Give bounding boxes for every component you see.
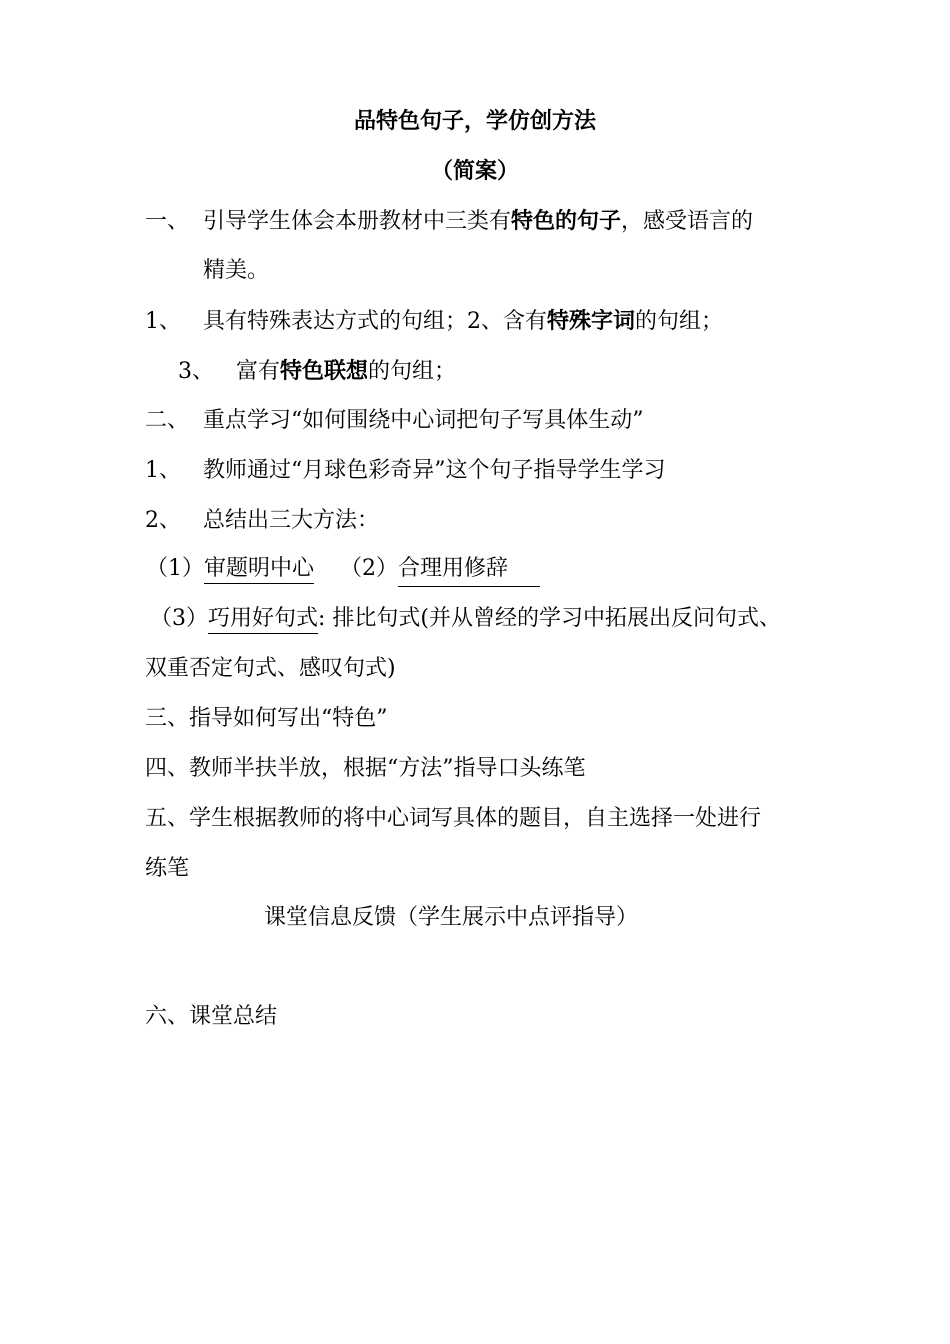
method-2-number: （2） xyxy=(340,556,399,581)
item-3-text-a: 富有 xyxy=(236,359,281,384)
section-6: 六、课堂总结 xyxy=(145,1004,278,1029)
item-1-bold: 特殊字词 xyxy=(547,308,636,334)
section-2-item-2-number: 2、 xyxy=(145,508,181,533)
item-3-number: 3、 xyxy=(178,359,214,384)
section-1-number: 一、 xyxy=(145,209,190,234)
item-3 xyxy=(178,356,456,387)
item-3-text-b: 的句组； xyxy=(368,359,457,384)
doc-title: 品特色句子，学仿创方法 xyxy=(353,108,596,134)
doc-subtitle: （简案） xyxy=(430,158,519,184)
method-1-number: （1） xyxy=(146,556,204,581)
method-2-text: 合理用修辞 xyxy=(398,554,540,587)
section-5-continuation: 练笔 xyxy=(145,856,190,881)
item-3-bold: 特色联想 xyxy=(280,358,369,384)
item-1-text-b: 的句组； xyxy=(635,309,724,334)
section-1 xyxy=(145,206,753,237)
section-4: 四、教师半扶半放，根据“方法”指导口头练笔 xyxy=(145,756,586,781)
item-1-text-a: 具有特殊表达方式的句组；2、含有 xyxy=(203,309,547,334)
method-3-number: （3） xyxy=(150,606,208,631)
methods-line-2 xyxy=(150,604,781,634)
method-3-text: 巧用好句式 xyxy=(208,606,318,634)
section-2-item-1 xyxy=(145,456,666,486)
section-5: 五、学生根据教师的将中心词写具体的题目，自主选择一处进行 xyxy=(145,806,762,831)
method-3-continuation: 双重否定句式、感叹句式) xyxy=(145,656,396,681)
method-3-detail: : 排比句式(并从曾经的学习中拓展出反问句式、 xyxy=(318,606,782,631)
section-2-item-2-text: 总结出三大方法： xyxy=(203,508,380,533)
section-1-continuation: 精美。 xyxy=(203,258,270,283)
method-1-text: 审题明中心 xyxy=(204,556,314,584)
methods-line-1 xyxy=(146,554,540,587)
section-1-text-a: 引导学生体会本册教材中三类有 xyxy=(203,209,512,234)
section-3: 三、指导如何写出“特色” xyxy=(145,706,388,731)
section-1-bold: 特色的句子 xyxy=(511,208,622,234)
section-2-number: 二、 xyxy=(145,408,190,433)
section-1-text-b: ，感受语言的 xyxy=(621,209,754,234)
section-2-item-1-number: 1、 xyxy=(145,458,181,483)
section-2-item-1-text: 教师通过“月球色彩奇异”这个句子指导学生学习 xyxy=(203,458,666,483)
section-2-item-2 xyxy=(145,506,379,536)
section-2 xyxy=(145,406,644,436)
section-2-text: 重点学习“如何围绕中心词把句子写具体生动” xyxy=(203,408,644,433)
classroom-feedback: 课堂信息反馈（学生展示中点评指导） xyxy=(264,905,639,930)
item-1-number: 1、 xyxy=(145,309,181,334)
item-1 xyxy=(145,306,723,337)
